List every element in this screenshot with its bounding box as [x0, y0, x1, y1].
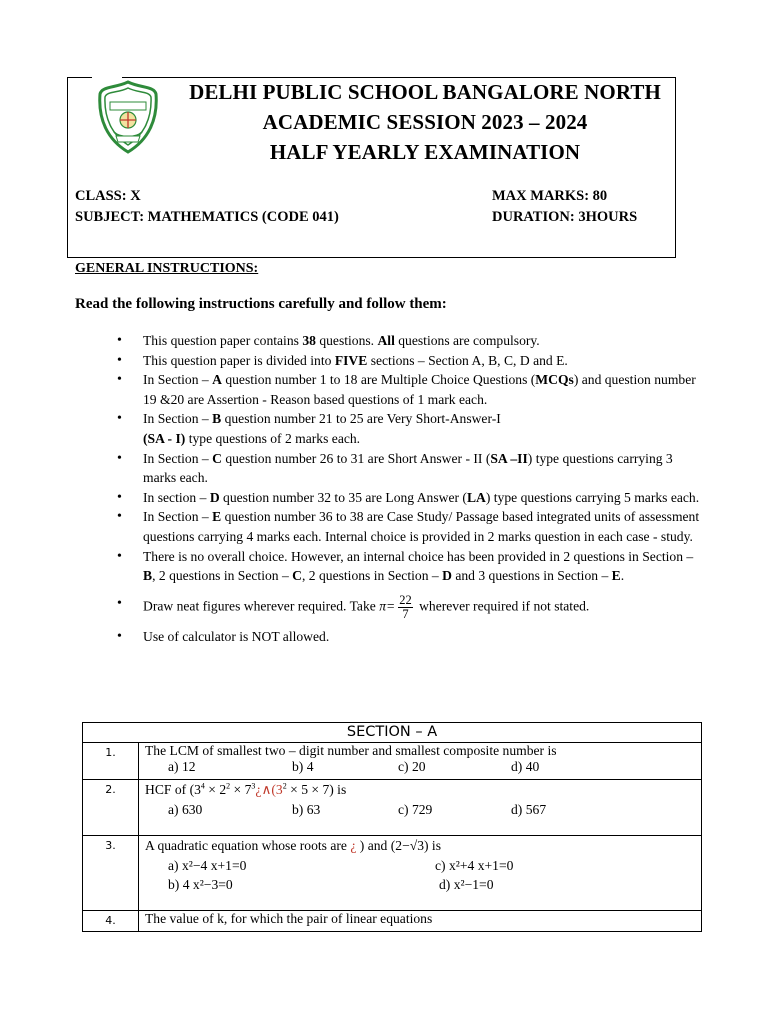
options-row — [145, 858, 695, 877]
question-text: The value of k, for which the pair of linear equations — [145, 911, 433, 926]
instruction-item: • There is no overall choice. However, an internal choice has been provided in 2 questions in Section – B, 2 questions in Section – C, 2 questions in Section – D and 3 questions in Section – E. — [114, 547, 704, 586]
options-row — [145, 802, 695, 821]
section-a-table — [82, 722, 702, 932]
instruction-item: • In Section – E question number 36 to 38 are Case Study/ Passage based integrated units of assessment questions carrying 4 marks each. Internal choice is provided in 2 marks question in each case - study. — [114, 507, 704, 546]
question-number: 4. — [83, 911, 139, 932]
question-number: 3. — [83, 836, 139, 911]
instruction-item: • This question paper contains 38 questions. All questions are compulsory. — [114, 331, 704, 351]
instruction-list — [114, 331, 704, 646]
question-text-cell — [139, 743, 702, 780]
pi-fraction: $\frac{22}{7}$ — [399, 592, 412, 621]
question-text: A quadratic equation whose roots are ¿ ) and (2−√3) is — [145, 838, 441, 853]
option-c: c) 20 — [398, 759, 426, 774]
option-c: c) x²+4 x+1=0 — [435, 858, 514, 873]
instruction-item: • In Section – A question number 1 to 18 are Multiple Choice Questions (MCQs) and question number 19 &20 are Assertion - Reason based questions of 1 mark each. — [114, 370, 704, 409]
option-d: d) 567 — [511, 802, 547, 817]
options-row — [145, 759, 695, 778]
instruction-item: • In Section – C question number 26 to 31 are Short Answer - II (SA –II) type questions carrying 3 marks each. — [114, 449, 704, 488]
question-row — [83, 743, 702, 780]
option-d: d) x²−1=0 — [439, 877, 494, 892]
option-b: b) 4 — [292, 759, 314, 774]
exam-title: HALF YEARLY EXAMINATION — [269, 140, 581, 164]
question-number: 2. — [83, 780, 139, 836]
question-text: HCF of ($3^4 \times 2^2$ × $7^3¿\wedge(3^2 \times 5 \times 7)$ is — [145, 781, 347, 797]
option-d: d) 40 — [511, 759, 540, 774]
option-b: b) 4 x²−3=0 — [168, 877, 233, 892]
option-c: c) 729 — [398, 802, 433, 817]
section-a-title: SECTION – A — [83, 723, 702, 743]
question-text-cell — [139, 780, 702, 836]
instruction-item: • In Section – B question number 21 to 25 are Very Short-Answer-I (SA - I) type questions of 2 marks each. — [114, 409, 704, 448]
question-text: The LCM of smallest two – digit number and smallest composite number is — [145, 743, 557, 758]
option-a: a) 12 — [168, 759, 196, 774]
instruction-item: • Draw neat figures wherever required. Take π= $\frac{22}{7}$ wherever required if not stated. — [114, 594, 704, 621]
question-text-cell — [139, 836, 702, 911]
question-number: 1. — [83, 743, 139, 780]
question-row — [83, 780, 702, 836]
option-a: a) x²−4 x+1=0 — [168, 858, 247, 873]
question-text-cell — [139, 911, 702, 932]
options-row — [145, 877, 695, 896]
academic-session: ACADEMIC SESSION 2023 – 2024 — [262, 110, 588, 134]
instruction-item: • In section – D question number 32 to 35 are Long Answer (LA) type questions carrying 5 marks each. — [114, 488, 704, 508]
class-label: CLASS: X — [75, 188, 141, 204]
option-b: b) 63 — [292, 802, 321, 817]
question-row — [83, 836, 702, 911]
school-logo-icon — [96, 80, 160, 154]
school-name: DELHI PUBLIC SCHOOL BANGALORE NORTH — [189, 80, 661, 104]
option-a: a) 630 — [168, 802, 203, 817]
general-instructions-heading: GENERAL INSTRUCTIONS: — [75, 261, 259, 276]
instructions-subheading: Read the following instructions carefully and follow them: — [75, 296, 447, 312]
duration-label: DURATION: 3HOURS — [492, 209, 638, 225]
instruction-item: • Use of calculator is NOT allowed. — [114, 627, 704, 647]
instruction-item: • This question paper is divided into FIVE sections – Section A, B, C, D and E. — [114, 351, 704, 371]
subject-label: SUBJECT: MATHEMATICS (CODE 041) — [75, 209, 339, 225]
max-marks-label: MAX MARKS: 80 — [492, 188, 608, 204]
question-row — [83, 911, 702, 932]
